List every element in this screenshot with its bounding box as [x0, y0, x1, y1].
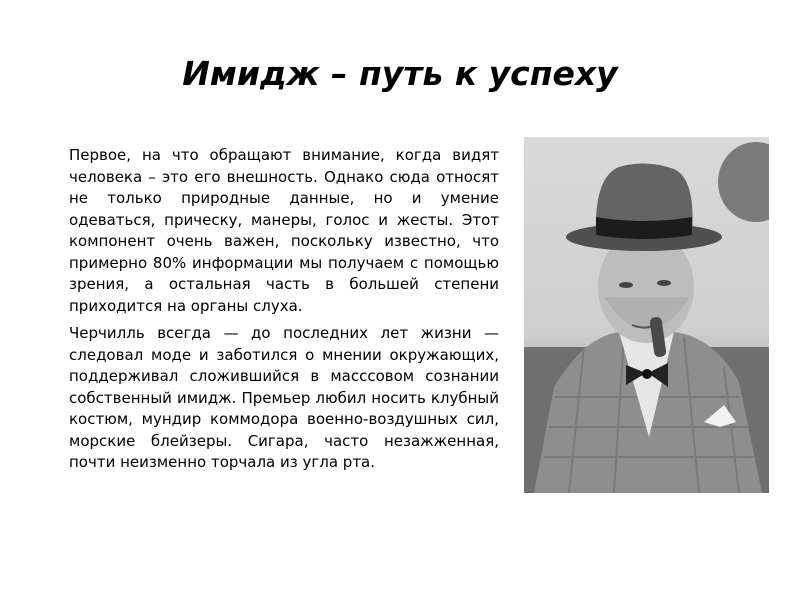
bow-tie-knot [642, 369, 652, 379]
right-eye [657, 280, 671, 286]
slide-title: Имидж – путь к успеху [182, 54, 618, 93]
paragraph-churchill: Черчилль всегда — до последних лет жизни — следовал моде и заботился о мнении окружающих, поддерживал сложившийся в масссовом сознании собственный имидж. Премьер любил носить клубный костюм, мундир коммодора военно-воздушных сил, морские блейзеры. Сигара, часто незажженная, почти неизменно торчала из угла рта. [69, 324, 499, 471]
background-aircraft-shape [718, 142, 769, 222]
portrait-photo [524, 137, 769, 493]
paragraph-appearance: Первое, на что обращают внимание, когда видят человека – это его внешность. Однако сюда относят не только природные данные, но и умение одеваться, прическу, манеры, голос и жесты. Этот компонент очень важен, поскольку известно, что примерно 80% информации мы получаем с помощью зрения, а остальная часть в большей степени приходится на органы слуха. [69, 146, 499, 315]
body-text [69, 145, 499, 480]
left-eye [619, 282, 633, 288]
